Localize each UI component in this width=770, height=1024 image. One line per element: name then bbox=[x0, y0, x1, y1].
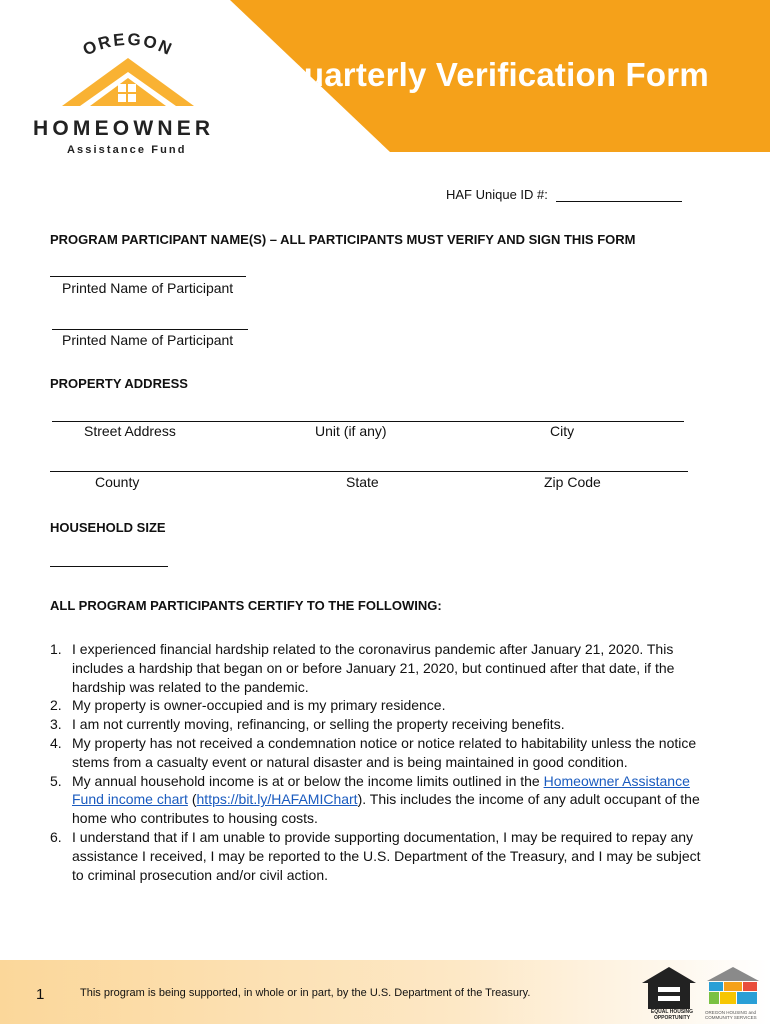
item-text: I experienced financial hardship related to the coronavirus pandemic after January 21, 2020. This includes a hardship that began on or before January 21, 2020, but continued after that date, if the hardship was related to the pandemic. bbox=[72, 641, 675, 695]
haf-id-field[interactable] bbox=[556, 201, 682, 202]
item-number: 3. bbox=[50, 716, 62, 733]
participant-caption-1: Printed Name of Participant bbox=[62, 280, 234, 296]
list-item bbox=[50, 734, 710, 772]
list-item bbox=[50, 772, 710, 828]
logo-arc-text: OREGON bbox=[79, 29, 177, 60]
item-text: My property has not received a condemnation notice or notice related to habitability unless the notice stems from a casualty event or natural disaster and is being maintained in good condition. bbox=[72, 734, 697, 770]
zip-caption: Zip Code bbox=[544, 474, 601, 490]
list-item bbox=[50, 828, 710, 884]
page-number: 1 bbox=[36, 986, 45, 1003]
item-number: 1. bbox=[50, 641, 62, 657]
street-caption: Street Address bbox=[84, 423, 176, 439]
item-number: 2. bbox=[50, 697, 62, 714]
item-text-post: ). This includes the income of any adult occupant of the home who contributes to housing costs. bbox=[72, 791, 700, 827]
list-item bbox=[50, 696, 710, 715]
item-text: I understand that if I am unable to provide supporting documentation, I may be required to repay any assistance I received, I may be reported to the U.S. Department of the Treasury, and I may be subject to criminal prosecution and/or civil action. bbox=[72, 828, 701, 883]
equal-housing-caption: EQUAL HOUSING OPPORTUNITY bbox=[650, 1009, 694, 1021]
city-caption: City bbox=[550, 423, 575, 439]
participants-heading: PROGRAM PARTICIPANT NAME(S) – ALL PARTICIPANTS MUST VERIFY AND SIGN THIS FORM bbox=[50, 232, 636, 247]
list-item bbox=[50, 715, 710, 734]
address-line-2-field[interactable] bbox=[50, 471, 688, 472]
income-chart-link[interactable]: Homeowner Assistance Fund income chart bbox=[72, 772, 690, 808]
certification-list bbox=[50, 640, 710, 884]
ohcs-house-icon bbox=[703, 965, 763, 1010]
state-caption: State bbox=[346, 474, 379, 490]
property-heading: PROPERTY ADDRESS bbox=[50, 376, 188, 391]
item-text-pre: My annual household income is at or below the income limits outlined in the bbox=[72, 772, 544, 789]
participant-caption-2: Printed Name of Participant bbox=[62, 332, 234, 348]
address-line-1-field[interactable] bbox=[52, 421, 684, 422]
logo-sub-text: Assistance Fund bbox=[67, 144, 187, 156]
household-heading: HOUSEHOLD SIZE bbox=[50, 520, 166, 535]
footer-text: This program is being supported, in whole or in part, by the U.S. Department of the Treasury. bbox=[80, 987, 531, 999]
ohcs-caption: OREGON HOUSING and COMMUNITY SERVICES bbox=[705, 1010, 757, 1020]
item-text: My property is owner-occupied and is my primary residence. bbox=[72, 697, 446, 714]
form-title: Quarterly Verification Form bbox=[278, 56, 709, 93]
county-caption: County bbox=[95, 474, 140, 490]
item-text: I am not currently moving, refinancing, or selling the property receiving benefits. bbox=[72, 716, 565, 733]
household-size-field[interactable] bbox=[50, 566, 168, 567]
income-chart-url-link[interactable]: https://bit.ly/HAFAMIChart bbox=[196, 791, 358, 808]
item-number: 6. bbox=[50, 828, 62, 845]
certify-heading: ALL PROGRAM PARTICIPANTS CERTIFY TO THE FOLLOWING: bbox=[50, 598, 442, 613]
list-item bbox=[50, 640, 710, 696]
item-number: 5. bbox=[50, 772, 62, 789]
participant-name-field-1[interactable] bbox=[50, 276, 246, 277]
participant-name-field-2[interactable] bbox=[52, 329, 248, 330]
haf-id-label: HAF Unique ID #: bbox=[446, 187, 548, 202]
svg-text:OREGON bbox=[80, 30, 176, 60]
item-text-mid: ( bbox=[187, 791, 197, 808]
logo-main-text: HOMEOWNER bbox=[33, 117, 215, 140]
item-number: 4. bbox=[50, 734, 62, 751]
unit-caption: Unit (if any) bbox=[315, 423, 387, 439]
